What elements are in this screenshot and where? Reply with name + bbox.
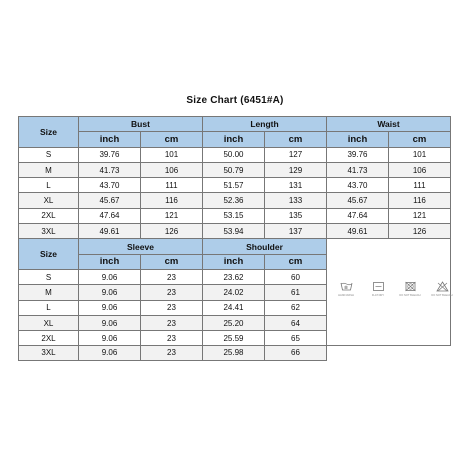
- table-cell: 137: [265, 224, 327, 239]
- table-cell: 23.62: [203, 270, 265, 285]
- table-cell: 106: [141, 163, 203, 178]
- table-cell: 49.61: [327, 224, 389, 239]
- table-cell: 127: [265, 148, 327, 163]
- care-item: [335, 281, 357, 297]
- table-cell: 50.00: [203, 148, 265, 163]
- table-cell: L: [19, 178, 79, 193]
- table-cell: 116: [389, 193, 451, 208]
- table-cell: 41.73: [327, 163, 389, 178]
- table-cell: 41.73: [79, 163, 141, 178]
- table-cell: 116: [141, 193, 203, 208]
- unit-cm: cm: [141, 255, 203, 270]
- table-cell: 47.64: [79, 209, 141, 224]
- care-instructions-panel: [327, 239, 451, 346]
- table-cell: 133: [265, 193, 327, 208]
- size-chart-last-row: [18, 346, 327, 361]
- table-cell: 64: [265, 316, 327, 331]
- table-cell: 9.06: [79, 316, 141, 331]
- unit-inch: inch: [79, 132, 141, 147]
- table-cell: 51.57: [203, 178, 265, 193]
- table-cell: XL: [19, 316, 79, 331]
- table-cell: 2XL: [19, 209, 79, 224]
- table-cell: 101: [141, 148, 203, 163]
- unit-inch: inch: [203, 255, 265, 270]
- flat-dry-icon: [372, 281, 385, 292]
- size-chart-table: [18, 116, 451, 346]
- table-cell: S: [19, 148, 79, 163]
- table-cell: 45.67: [79, 193, 141, 208]
- table-cell: 135: [265, 209, 327, 224]
- table-cell: 24.02: [203, 285, 265, 300]
- table-cell: 25.98: [203, 346, 265, 361]
- table-cell: 131: [265, 178, 327, 193]
- table-cell: 25.20: [203, 316, 265, 331]
- table-cell: 47.64: [327, 209, 389, 224]
- table-cell: 45.67: [327, 193, 389, 208]
- size-header: Size: [19, 239, 79, 270]
- table-cell: 23: [141, 346, 203, 361]
- table-cell: 49.61: [79, 224, 141, 239]
- table-cell: 126: [141, 224, 203, 239]
- sleeve-header: Sleeve: [79, 239, 203, 254]
- table-cell: 65: [265, 331, 327, 346]
- table-cell: 2XL: [19, 331, 79, 346]
- do-not-bleach-icon: [404, 281, 417, 292]
- table-cell: M: [19, 163, 79, 178]
- table-cell: 43.70: [79, 178, 141, 193]
- table-cell: 9.06: [79, 285, 141, 300]
- size-header: Size: [19, 117, 79, 148]
- care-label: FLAT DRY: [371, 294, 385, 298]
- unit-inch: inch: [327, 132, 389, 147]
- table-cell: 111: [389, 178, 451, 193]
- table-cell: 106: [389, 163, 451, 178]
- table-cell: 66: [265, 346, 327, 361]
- length-header: Length: [203, 117, 327, 132]
- care-item: [431, 281, 453, 297]
- table-cell: 23: [141, 301, 203, 316]
- table-cell: 126: [389, 224, 451, 239]
- do-not-dry-clean-icon: [436, 281, 449, 292]
- table-cell: 121: [389, 209, 451, 224]
- hand-wash-icon: [340, 281, 353, 292]
- table-cell: 39.76: [79, 148, 141, 163]
- table-cell: 53.94: [203, 224, 265, 239]
- table-cell: S: [19, 270, 79, 285]
- unit-cm: cm: [265, 255, 327, 270]
- table-cell: 62: [265, 301, 327, 316]
- care-label: DO NOT BLEACH: [431, 294, 453, 298]
- table-cell: 101: [389, 148, 451, 163]
- table-cell: 25.59: [203, 331, 265, 346]
- table-cell: 3XL: [19, 224, 79, 239]
- table-cell: 43.70: [327, 178, 389, 193]
- table-cell: 60: [265, 270, 327, 285]
- table-cell: 129: [265, 163, 327, 178]
- table-cell: XL: [19, 193, 79, 208]
- table-cell: L: [19, 301, 79, 316]
- table-cell: 9.06: [79, 331, 141, 346]
- table-cell: 23: [141, 270, 203, 285]
- care-label: DO NOT BLEACH: [399, 294, 421, 298]
- table-cell: 9.06: [79, 270, 141, 285]
- table-cell: 61: [265, 285, 327, 300]
- table-cell: 23: [141, 316, 203, 331]
- table-cell: 9.06: [79, 301, 141, 316]
- table-cell: 111: [141, 178, 203, 193]
- table-cell: 39.76: [327, 148, 389, 163]
- chart-title: Size Chart (6451#A): [186, 95, 284, 106]
- table-cell: M: [19, 285, 79, 300]
- table-cell: 23: [141, 331, 203, 346]
- unit-cm: cm: [141, 132, 203, 147]
- bust-header: Bust: [79, 117, 203, 132]
- care-item: [367, 281, 389, 297]
- table-cell: 3XL: [19, 346, 79, 361]
- unit-cm: cm: [389, 132, 451, 147]
- care-item: [399, 281, 421, 297]
- table-cell: 24.41: [203, 301, 265, 316]
- unit-inch: inch: [79, 255, 141, 270]
- care-label: HAND WASH: [338, 294, 354, 298]
- table-cell: 52.36: [203, 193, 265, 208]
- table-cell: 23: [141, 285, 203, 300]
- table-cell: 50.79: [203, 163, 265, 178]
- table-cell: 9.06: [79, 346, 141, 361]
- table-cell: 121: [141, 209, 203, 224]
- unit-cm: cm: [265, 132, 327, 147]
- shoulder-header: Shoulder: [203, 239, 327, 254]
- waist-header: Waist: [327, 117, 451, 132]
- table-cell: 53.15: [203, 209, 265, 224]
- unit-inch: inch: [203, 132, 265, 147]
